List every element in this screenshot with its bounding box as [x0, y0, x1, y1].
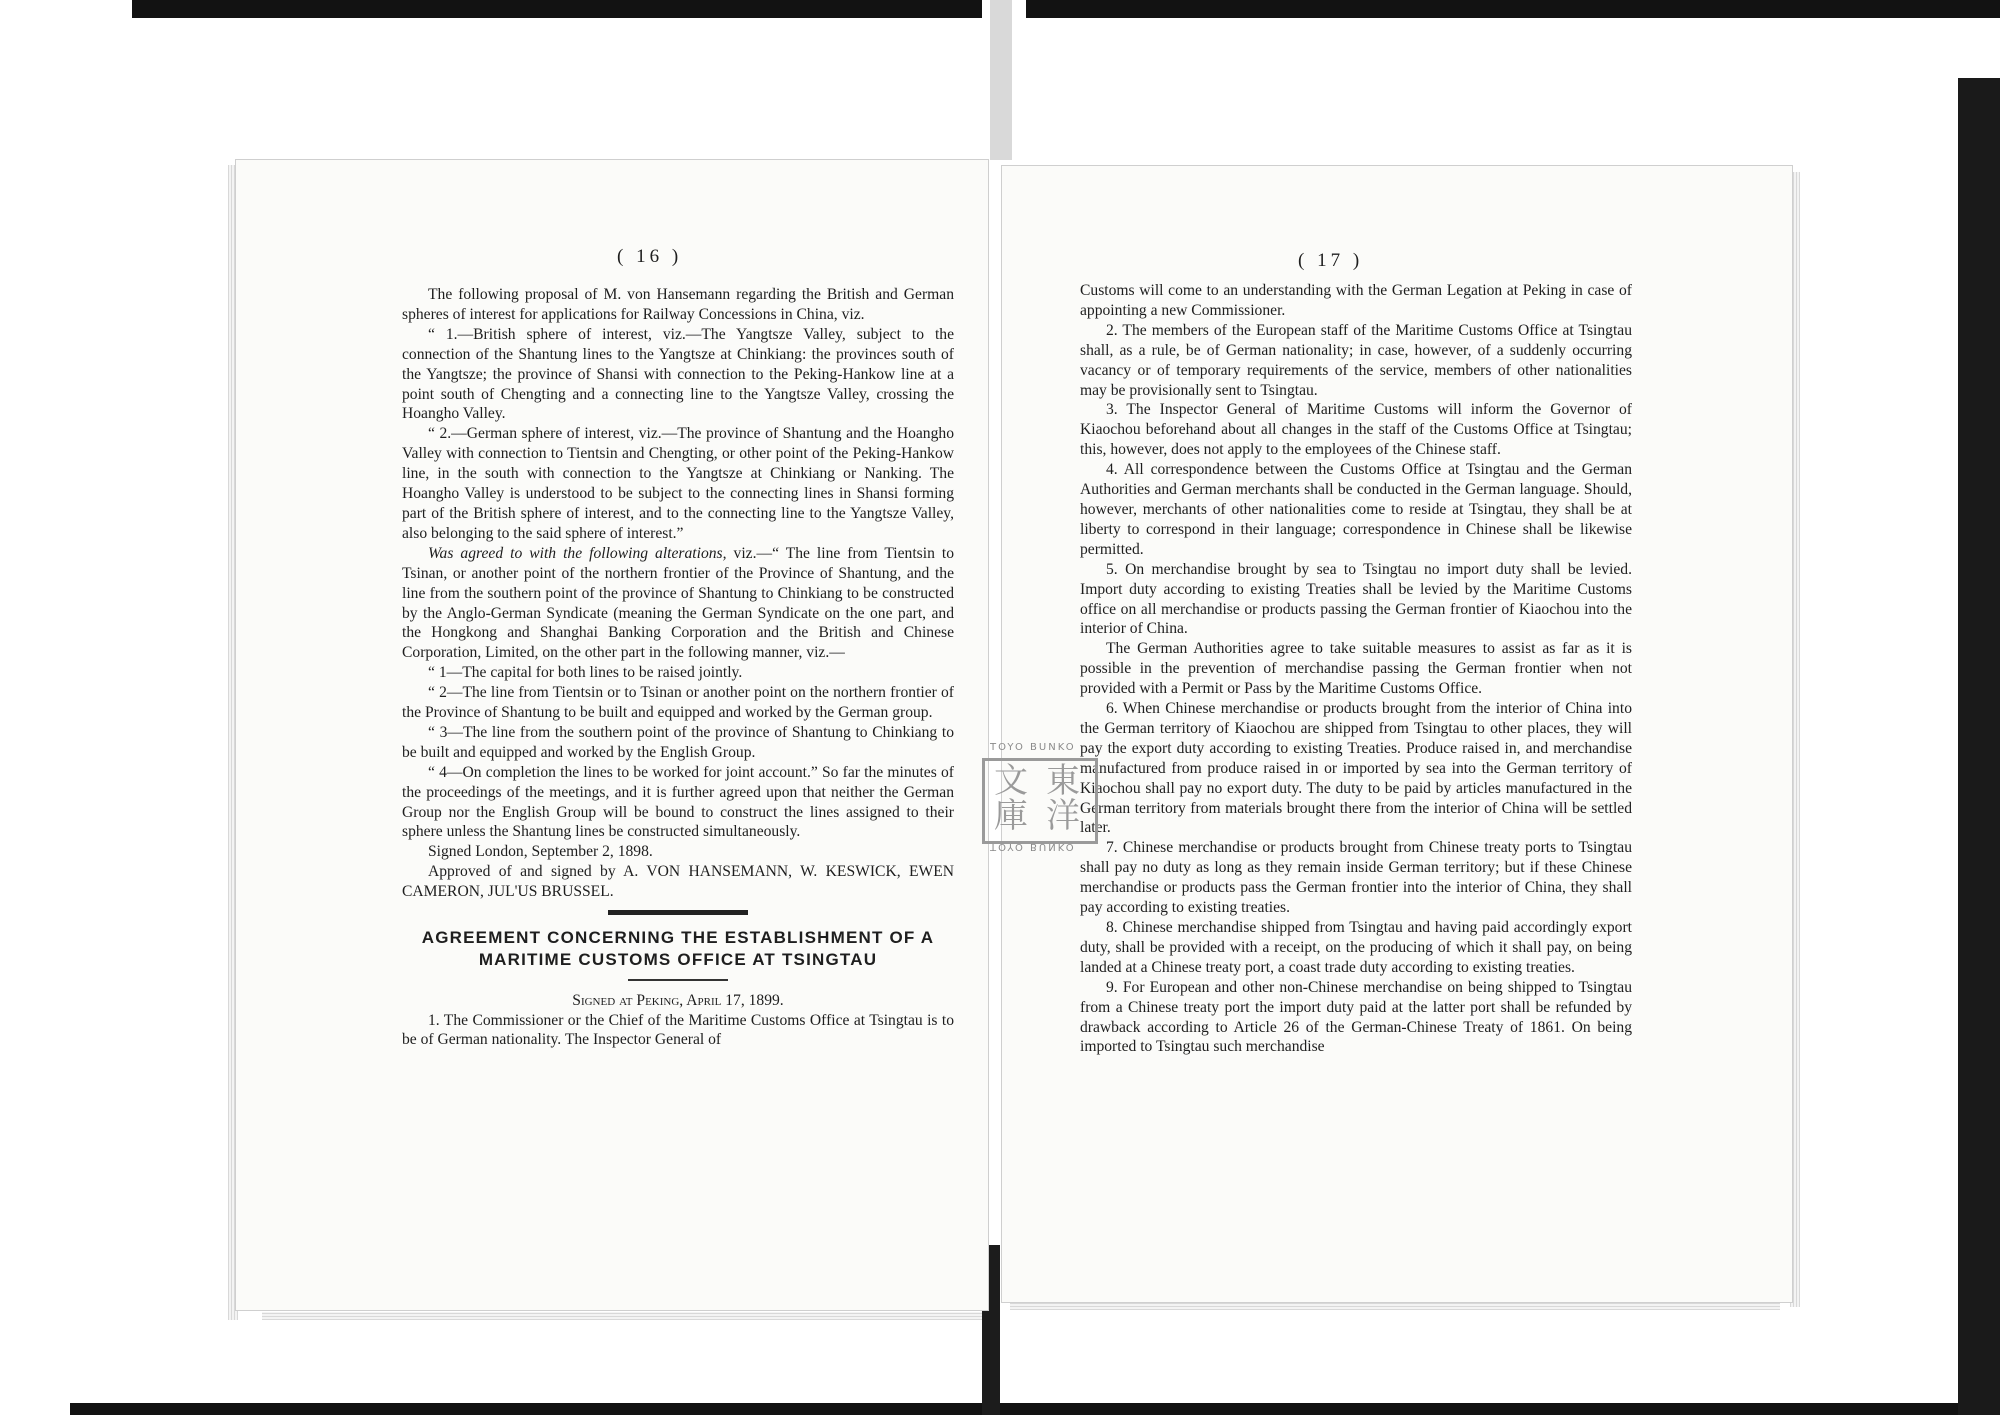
stamp-top-text: TOYO BUNKO — [990, 742, 1076, 753]
bottom-band — [70, 1403, 2000, 1415]
library-stamp — [982, 742, 1094, 854]
heading-underline — [628, 979, 728, 981]
agreement-heading: AGREEMENT CONCERNING THE ESTABLISHMENT OF A MARITIME CUSTOMS OFFICE AT TSINGTAU — [421, 928, 935, 970]
article-4: 4. All correspondence between the Customs Office at Tsingtau and the German Authorities and German merchants shall be conducted in the German language. Should, however, merchants of other nationalities come to reside at Tsingtau, they shall be at liberty to correspond in their language; correspondence in Chinese shall be likewise permitted. — [1080, 461, 1632, 558]
section-divider — [608, 910, 748, 915]
article-8: 8. Chinese merchandise shipped from Tsingtau and having paid accordingly export duty, shall be provided with a receipt, on the producing of which it shall pay, on being landed at a Chinese treaty port, a coast trade duty according to existing treaties. — [1080, 919, 1632, 976]
british-sphere: “ 1.—British sphere of interest, viz.—The Yangtsze Valley, subject to the connection of the Shantung lines to the Yangtsze at Chinkiang: the provinces south of the Yangtsze; the province of Shansi with connection to the Peking-Hankow line at a point south of Chengting and a connecting line to the Yangtsze Valley, crossing the Hoangho Valley. — [402, 325, 954, 423]
stamp-glyph-right: 東 洋 — [1046, 761, 1080, 836]
point-1: “ 1—The capital for both lines to be raised jointly. — [428, 664, 743, 682]
article-7: 7. Chinese merchandise or products brought from Chinese treaty ports to Tsingtau shall pay no duty as long as they remain inside German territory; but if these Chinese merchandise or products pass the German frontier into the interior of China, they shall pay according to existing treaties. — [1080, 839, 1632, 917]
right-page-number: ( 17 ) — [1298, 250, 1364, 271]
signed-london: Signed London, September 2, 1898. — [428, 843, 653, 861]
top-band-left — [132, 0, 982, 18]
article-2: 2. The members of the European staff of the Maritime Customs Office at Tsingtau shall, as a rule, be of German nationality; in case, however, of a suddenly occurring vacancy or of temporary requirements of the service, members of other nationalities may be provisionally sent to Tsingtau. — [1080, 321, 1632, 399]
spine-shadow — [990, 0, 1012, 160]
left-page-text — [402, 285, 954, 1050]
article-6: 6. When Chinese merchandise or products brought from the interior of China into the German territory of Kiaochou are shipped from Tsingtau to other places, they will pay the export duty according to existing Treaties. Produce raised in, and merchandise manufactured from produce raised in or imported by sea into the German territory of Kiaochou shall pay no export duty. The duty to be paid by articles manufactured in the German territory from materials brought there from the interior of China will be settled later. — [1080, 700, 1632, 837]
customs-continuation: Customs will come to an understanding with the German Legation at Peking in case of appointing a new Commissioner. — [1080, 282, 1632, 319]
article-5: 5. On merchandise brought by sea to Tsingtau no import duty shall be levied. Import duty according to existing Treaties shall be levied by the Maritime Customs office on all merchandise or products passing the German frontier of Kiaochou into the interior of China. — [1080, 560, 1632, 638]
proposal-intro: The following proposal of M. von Hansemann regarding the British and German spheres of interest for applications for Railway Concessions in China, viz. — [402, 286, 954, 323]
right-book-edge — [1958, 78, 2000, 1415]
right-page-text — [1080, 281, 1632, 1057]
article-1: 1. The Commissioner or the Chief of the Maritime Customs Office at Tsingtau is to be of German nationality. The Inspector General of — [402, 1011, 954, 1049]
approved-signatories: Approved of and signed by A. VON HANSEMANN, W. KESWICK, EWEN CAMERON, JUL'US BRUSSEL. — [402, 863, 954, 901]
article-3: 3. The Inspector General of Maritime Customs will inform the Governor of Kiaochou beforehand about all changes in the staff of the Customs Office at Tsingtau; this, however, does not apply to the employees of the Chinese staff. — [1080, 401, 1632, 459]
stamp-glyph-left: 文 庫 — [994, 761, 1028, 836]
signed-peking: Signed at Peking, April 17, 1899. — [572, 991, 784, 1009]
german-authorities-paragraph: The German Authorities agree to take suitable measures to assist as far as it is possible in the prevention of merchandise passing the German frontier when not provided with a Permit or Pass by the Maritime Customs Office. — [1080, 640, 1632, 698]
left-page-bottom-edge — [262, 1312, 982, 1320]
point-4: “ 4—On completion the lines to be worked for joint account.” So far the minutes of the proceedings of the meetings, and it is further agreed upon that neither the German Group nor the English Group will be bound to construct the lines assigned to their sphere unless the Shantung lines be constructed simultaneously. — [402, 763, 954, 841]
article-9: 9. For European and other non-Chinese merchandise on being shipped to Tsingtau from a Chinese treaty port the import duty paid at the latter port shall be refunded by drawback according to Article 26 of the German-Chinese Treaty of 1861. On being imported to Tsingtau such merchandise — [1080, 978, 1632, 1056]
agreed-lead: Was agreed to with the following alterations, — [428, 544, 727, 562]
agreed-alterations — [402, 544, 954, 663]
german-sphere: “ 2.—German sphere of interest, viz.—The province of Shantung and the Hoangho Valley with connection to Tientsin and Chengting, or other point of the Peking-Hankow line, in the south with connection to the Yangtsze at Chinkiang or Nanking. The Hoangho Valley is understood to be subject to the connecting lines in Shansi forming part of the British sphere of interest, and to the connecting line to the Yangtsze Valley, also belonging to the said sphere of interest.” — [402, 425, 954, 542]
point-2: “ 2—The line from Tientsin or to Tsinan or another point on the northern frontier of the Province of Shantung to be built and equipped and worked by the German group. — [402, 684, 954, 722]
left-page-number: ( 16 ) — [617, 246, 683, 267]
right-page — [1002, 166, 1792, 1302]
agreed-rest: viz.—“ The line from Tientsin to Tsinan, or another point of the northern frontier of the Province of Shantung, and the line from the southern point of the province of Shantung to Chinkiang to be constructed by the Anglo-German Syndicate (meaning the German Syndicate on the one part, and the Hongkong and Shanghai Banking Corporation and the British and Chinese Corporation, Limited, on the other part in the following manner, viz.— — [402, 544, 954, 662]
top-band-right — [1026, 0, 2000, 18]
left-page — [236, 160, 988, 1310]
point-3: “ 3—The line from the southern point of the province of Shantung to Chinkiang to be built and equipped and worked by the English Group. — [402, 723, 954, 761]
stamp-bottom-text: TOYO BUNKO — [990, 841, 1076, 852]
